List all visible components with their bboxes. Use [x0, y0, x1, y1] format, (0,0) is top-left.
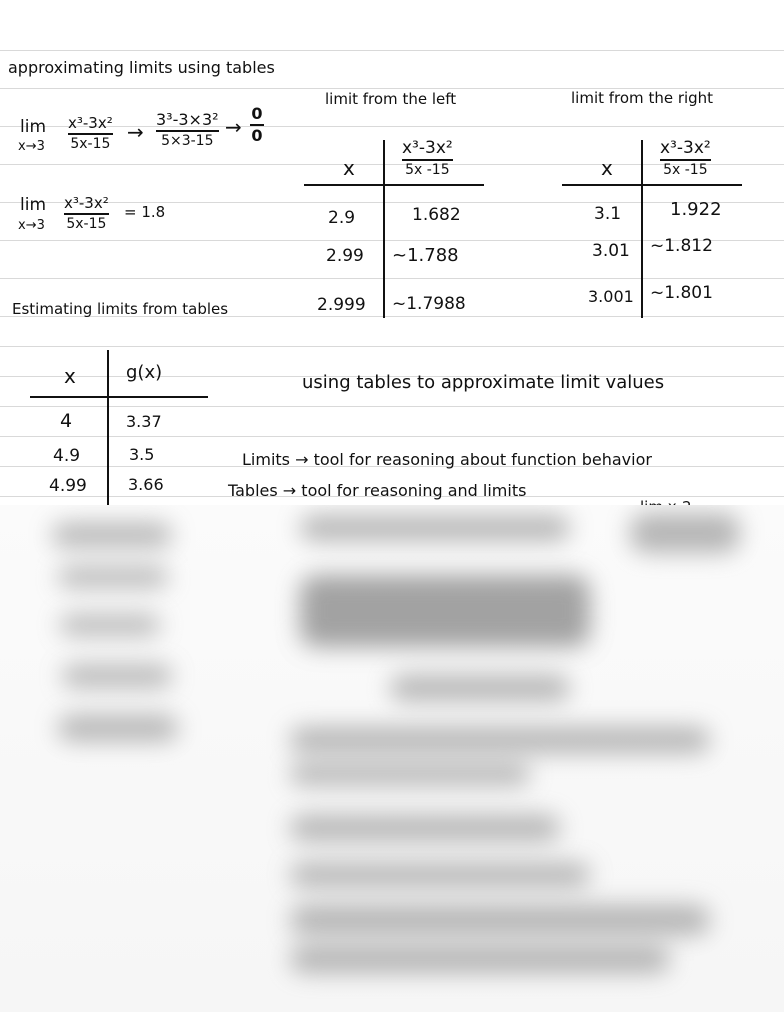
g-col-g-header: g(x) [126, 362, 163, 383]
g-col-x-header: x [64, 364, 76, 388]
left-col-x-header: x [343, 156, 355, 180]
fraction-original [68, 116, 113, 151]
heading-estimating: Estimating limits from tables [12, 300, 229, 318]
right-table-title: limit from the right [571, 89, 714, 107]
denominator: 5x-15 [70, 136, 111, 152]
g-row-2-g: 3.5 [129, 445, 155, 464]
limit-value: = 1.8 [124, 203, 166, 221]
left-row-2-f: ~1.788 [392, 245, 459, 266]
substituted-numerator: 3³-3×3² [156, 110, 219, 129]
header-numerator: x³-3x² [402, 138, 453, 158]
fraction-bar [402, 159, 453, 161]
right-table-divider [641, 140, 643, 318]
g-table-divider [107, 350, 109, 510]
left-row-1-x: 2.9 [328, 208, 356, 228]
right-col-x-header: x [601, 156, 613, 180]
header-denominator: 5x -15 [663, 162, 708, 178]
lim-subscript: x→3 [18, 139, 45, 154]
lim-label: lim [20, 195, 47, 215]
lim-label: lim [20, 117, 47, 137]
header-denominator: 5x -15 [405, 162, 450, 178]
numerator: x³-3x² [64, 194, 109, 212]
lim-subscript: x→3 [18, 218, 45, 233]
substituted-denominator: 5×3-15 [161, 133, 214, 149]
left-row-2-x: 2.99 [326, 246, 364, 266]
right-row-2-f: ~1.812 [650, 236, 713, 256]
left-row-3-f: ~1.7988 [392, 294, 466, 314]
arrow-1: → [127, 120, 144, 144]
right-table-header-rule [562, 184, 742, 186]
arrow-2: → [225, 115, 242, 139]
denominator: 5x-15 [66, 216, 107, 232]
left-row-1-f: 1.682 [412, 205, 461, 225]
left-table-header-rule [304, 184, 484, 186]
g-table-header-rule [30, 396, 208, 398]
right-row-1-x: 3.1 [594, 204, 622, 224]
fraction-bar [64, 213, 109, 215]
right-col-f-header [660, 140, 711, 177]
note-tables: Tables → tool for reasoning and limits [228, 481, 527, 500]
left-col-f-header [402, 140, 453, 177]
heading-using-tables: using tables to approximate limit values [302, 372, 665, 393]
right-row-1-f: 1.922 [670, 199, 722, 220]
right-row-2-x: 3.01 [592, 241, 630, 261]
fraction-original [64, 196, 109, 231]
right-row-3-x: 3.001 [588, 287, 634, 306]
g-row-3-g: 3.66 [128, 475, 164, 494]
note-limits: Limits → tool for reasoning about function behavior [242, 450, 652, 469]
fraction-bar [156, 130, 219, 132]
g-row-3-x: 4.99 [49, 476, 87, 496]
left-table-divider [383, 140, 385, 318]
header-numerator: x³-3x² [660, 138, 711, 158]
fraction-substituted [156, 112, 219, 148]
left-table-title: limit from the left [325, 90, 457, 108]
fraction-result [250, 106, 264, 144]
result-numerator: 0 [251, 104, 263, 123]
fraction-bar [660, 159, 711, 161]
blurred-content-area [0, 505, 784, 1012]
g-row-1-g: 3.37 [126, 412, 162, 431]
right-row-3-f: ~1.801 [650, 283, 713, 303]
left-row-3-x: 2.999 [317, 295, 366, 315]
heading-approximating: approximating limits using tables [8, 58, 275, 77]
g-row-1-x: 4 [60, 410, 73, 432]
g-row-2-x: 4.9 [53, 446, 81, 466]
result-denominator: 0 [251, 126, 263, 145]
fraction-bar [68, 133, 113, 135]
numerator: x³-3x² [68, 114, 113, 132]
